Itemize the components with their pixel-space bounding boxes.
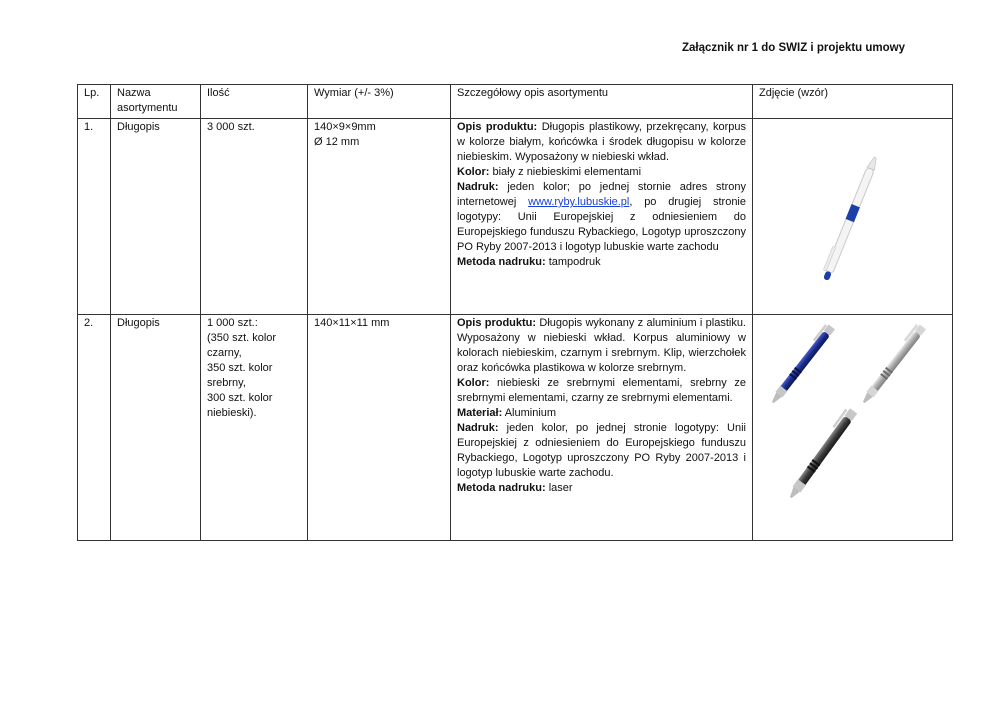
cell-description	[451, 315, 753, 541]
column-header-lp: Lp.	[78, 85, 111, 119]
column-header-photo: Zdjęcie (wzór)	[753, 85, 953, 119]
website-link[interactable]: www.ryby.lubuskie.pl	[528, 196, 630, 208]
desc-label: Nadruk:	[457, 181, 499, 193]
dims-line: 140×9×9mm	[314, 121, 376, 133]
document-header: Załącznik nr 1 do SWIZ i projektu umowy	[682, 42, 906, 54]
dims-line: 140×11×11 mm	[314, 317, 390, 329]
desc-text: Długopis plastikowy, przekręcany, korpus w kolorze białym, końcówka i środek długopisu w kolorze niebieskim. Wyposażony w niebieski wkład.	[457, 121, 746, 163]
cell-description	[451, 119, 753, 315]
desc-label: Kolor:	[457, 377, 490, 389]
table-row	[78, 119, 953, 315]
cell-qty	[201, 315, 308, 541]
qty-line: 350 szt. kolor srebrny,	[207, 362, 273, 389]
column-header-dims: Wymiar (+/- 3%)	[308, 85, 451, 119]
cell-dims	[308, 315, 451, 541]
column-header-qty: Ilość	[201, 85, 308, 119]
desc-label: Metoda nadruku:	[457, 482, 546, 494]
aluminium-pens-image	[759, 316, 945, 536]
desc-label: Metoda nadruku:	[457, 256, 546, 268]
table-row	[78, 315, 953, 541]
cell-lp: 1.	[78, 119, 111, 315]
desc-text: biały z niebieskimi elementami	[492, 166, 642, 178]
desc-text: Długopis wykonany z aluminium i plastiku. Wyposażony w niebieski wkład. Korpus aluminiowy w kolorach niebieskim, czarnym i srebrnym. Klip, wierzchołek oraz końcówka plastikowa w kolorze srebrnym.	[457, 317, 746, 374]
cell-photo	[753, 315, 953, 541]
qty-line: 3 000 szt.	[207, 121, 255, 133]
blue-pen-icon	[767, 323, 835, 406]
cell-name: Długopis	[111, 315, 201, 541]
assortment-table	[77, 84, 953, 541]
dims-line: Ø 12 mm	[314, 136, 360, 148]
cell-name: Długopis	[111, 119, 201, 315]
qty-line: 1 000 szt.:	[207, 317, 258, 329]
column-header-description: Szczegółowy opis asortymentu	[451, 85, 753, 119]
desc-text: niebieski ze srebrnymi elementami, srebrny ze srebrnymi elementami, czarny ze srebrnymi elementami.	[457, 377, 747, 404]
cell-photo	[753, 119, 953, 315]
column-header-name: Nazwa asortymentu	[111, 85, 201, 119]
desc-label: Kolor:	[457, 166, 490, 178]
qty-line: (350 szt. kolor czarny,	[207, 332, 277, 359]
table-header-row	[78, 85, 953, 119]
black-pen-icon	[784, 406, 857, 500]
desc-label: Opis produktu:	[457, 317, 537, 329]
desc-label: Nadruk:	[457, 422, 499, 434]
desc-label: Materiał:	[457, 407, 503, 419]
desc-text: , po drugiej stronie logotypy: Unii Europejskiej z odniesieniem do Europejskiego funduszu Rybackiego, Logotyp uproszczony PO Ryby 2007-2013 i logotyp lubuskie warte zachodu	[457, 196, 746, 253]
desc-text: Aluminium	[504, 407, 557, 419]
desc-text: tampodruk	[548, 256, 601, 268]
white-pen-image	[759, 120, 945, 310]
cell-qty	[201, 119, 308, 315]
silver-pen-icon	[858, 323, 926, 406]
desc-text: jeden kolor, po jednej stronie logotypy: Unii Europejskiej z odniesieniem do Europejskiego funduszu Rybackiego, Logotyp uproszczony PO Ryby 2007-2013 i logotyp lubuskie warte zachodu.	[457, 422, 746, 479]
desc-text: laser	[548, 482, 573, 494]
cell-dims	[308, 119, 451, 315]
cell-lp: 2.	[78, 315, 111, 541]
desc-label: Opis produktu:	[457, 121, 538, 133]
qty-line: 300 szt. kolor niebieski).	[207, 392, 273, 419]
desc-text: jeden kolor; po jednej stornie adres strony internetowej	[457, 181, 746, 208]
